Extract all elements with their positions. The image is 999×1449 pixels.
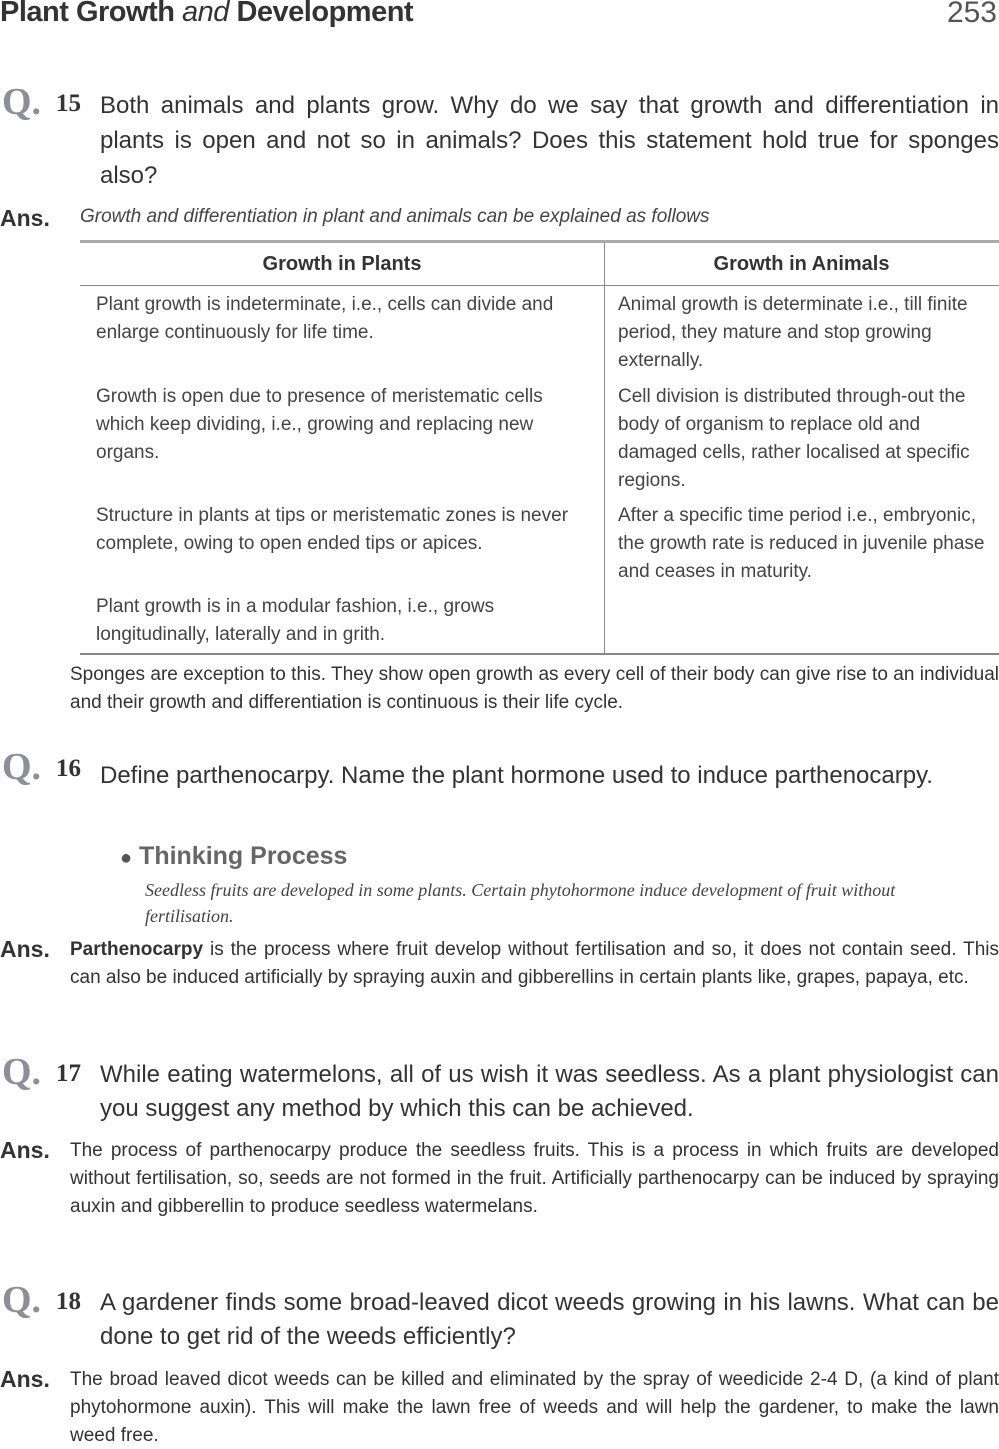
table-cell: Plant growth is indeterminate, i.e., cells can divide and enlarge continuously for life time. [96, 294, 554, 343]
question-text: While eating watermelons, all of us wish it was seedless. As a plant physiologist can you suggest any method by which this can be achieved. [100, 1061, 999, 1122]
column-divider [604, 243, 605, 653]
title-part: Plant Growth [0, 0, 175, 28]
question-marker: Q. [2, 1279, 42, 1321]
table-cell: Structure in plants at tips or meristematic zones is never complete, owing to open ended tips or apices. [96, 505, 569, 554]
table-cell: Plant growth is in a modular fashion, i.e., grows longitudinally, laterally and in grith. [96, 596, 495, 645]
question-number: 17 [56, 1060, 81, 1087]
question-text: A gardener finds some broad-leaved dicot weeds growing in his lawns. What can be done to get rid of the weeds efficiently? [100, 1289, 999, 1350]
answer-body: is the process where fruit develop without fertilisation and so, it does not contain seed. This can also be induced artificially by spraying auxin and gibberellins in certain plants like, grapes, papaya, etc. [70, 939, 999, 988]
answer-text: The broad leaved dicot weeds can be killed and eliminated by the spray of weedicide 2-4 D, (a kind of plant phytohormone auxin). This will make the lawn free of weeds and will help the gardener, to make the lawn weed free. [70, 1369, 999, 1446]
question-number: 15 [56, 90, 81, 117]
answer-text: Sponges are exception to this. They show open growth as every cell of their body can give rise to an individual and their growth and differentiation is continuous is their life cycle. [70, 664, 999, 713]
question-marker: Q. [2, 81, 42, 123]
table-cell: Animal growth is determinate i.e., till finite period, they mature and stop growing externally. [618, 294, 968, 371]
table-cell: After a specific time period i.e., embryonic, the growth rate is reduced in juvenile phase and ceases in maturity. [618, 505, 985, 582]
table-header [80, 243, 999, 286]
question-text: Both animals and plants grow. Why do we say that growth and differentiation in plants is open and not so in animals? Does this statement hold true for sponges also? [100, 92, 999, 189]
thinking-title: Thinking Process [139, 842, 348, 870]
answer-keyword: Parthenocarpy [70, 939, 204, 960]
table-cell: Cell division is distributed through-out the body of organism to replace old and damaged cells, rather localised at specific regions. [618, 386, 970, 491]
column-header: Growth in Plants [262, 253, 422, 275]
chapter-title [0, 0, 413, 29]
page-number: 253 [946, 0, 997, 29]
table-cell: Growth is open due to presence of meristematic cells which keep dividing, i.e., growing and replacing new organs. [96, 386, 543, 463]
answer-label: Ans. [0, 205, 50, 231]
answer-text [70, 936, 999, 992]
title-part: Development [236, 0, 414, 28]
comparison-table [80, 240, 999, 655]
answer-label: Ans. [0, 936, 50, 962]
question-marker: Q. [2, 1051, 42, 1093]
question-number: 16 [56, 755, 81, 782]
answer-label: Ans. [0, 1366, 50, 1392]
title-part: and [182, 0, 229, 28]
answer-label: Ans. [0, 1137, 50, 1163]
thinking-process-heading [120, 842, 347, 871]
column-header: Growth in Animals [713, 253, 890, 275]
question-marker: Q. [2, 746, 42, 788]
answer-text: The process of parthenocarpy produce the seedless fruits. This is a process in which fruits are developed without fertilisation, so, seeds are not formed in the fruit. Artificially parthenocarpy can be induced by spraying auxin and gibberellin to produce seedless watermelans. [70, 1140, 999, 1217]
question-text: Define parthenocarpy. Name the plant hormone used to induce parthenocarpy. [100, 762, 933, 789]
answer-intro: Growth and differentiation in plant and animals can be explained as follows [80, 206, 710, 227]
question-number: 18 [56, 1288, 81, 1315]
thinking-process-text: Seedless fruits are developed in some plants. Certain phytohormone induce development of fruit without fertilisation. [145, 880, 896, 926]
lightbulb-icon: ● [120, 847, 133, 869]
